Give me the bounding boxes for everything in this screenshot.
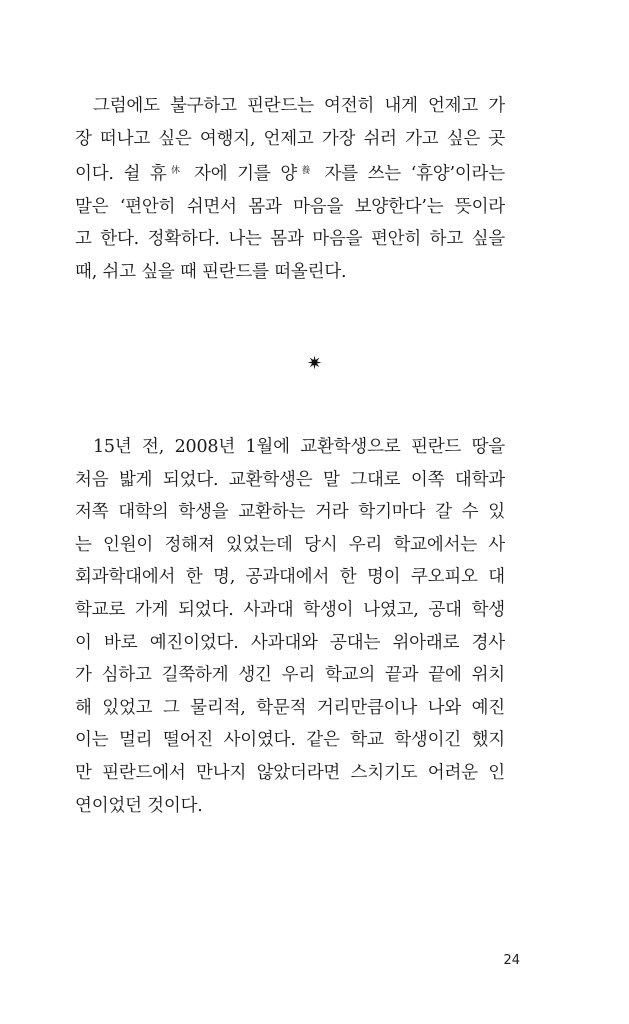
hanja-annotation: 養 <box>297 166 315 177</box>
text-line: 15년 전, 2008년 1월에 교환학생으로 핀란드 땅을 <box>93 437 505 457</box>
text-line: 저쪽 대학의 학생을 교환하는 거라 학기마다 갈 수 있 <box>75 502 505 523</box>
paragraph-1 <box>75 90 505 289</box>
text-line: 는 인원이 정해져 있었는데 당시 우리 학교에서는 사 <box>75 534 505 555</box>
text-line: 말은 ‘편안히 쉬면서 몸과 마음을 보양한다’는 뜻이라 <box>75 196 505 217</box>
page-number: 24 <box>503 953 520 968</box>
text-line: 회과학대에서 한 명, 공과대에서 한 명이 쿠오피오 대 <box>75 567 505 588</box>
text-line: 만 핀란드에서 만나지 않았더라면 스치기도 어려운 인 <box>75 762 505 783</box>
text-line: 그럼에도 불구하고 핀란드는 여전히 내게 언제고 가 <box>93 96 505 116</box>
text-line: 때, 쉬고 싶을 때 핀란드를 떠올린다. <box>75 261 347 282</box>
text-line: 이다. 쉴 휴$^休$ 자에 기를 양$^養$ 자를 쓰는 ‘휴양’이라는 <box>75 164 505 185</box>
text-line: 고 한다. 정확하다. 나는 몸과 마음을 편안히 하고 싶을 <box>75 229 505 250</box>
section-separator-icon: ✷ <box>306 353 323 374</box>
text-line: 장 떠나고 싶은 여행지, 언제고 가장 쉬러 가고 싶은 곳 <box>75 128 505 149</box>
text-line: 학교로 가게 되었다. 사과대 학생이 나였고, 공대 학생 <box>75 599 505 620</box>
text-line: 해 있었고 그 물리적, 학문적 거리만큼이나 나와 예진 <box>75 697 505 718</box>
text-line: 가 심하고 길쭉하게 생긴 우리 학교의 끝과 끝에 위치 <box>75 665 505 686</box>
text-line: 이는 멀리 떨어진 사이였다. 같은 학교 학생이긴 했지 <box>75 730 505 751</box>
text-line: 처음 밟게 되었다. 교환학생은 말 그대로 이쪽 대학과 <box>75 469 505 490</box>
paragraph-2 <box>75 431 505 822</box>
text-line: 이 바로 예진이었다. 사과대와 공대는 위아래로 경사 <box>75 632 505 653</box>
hanja-annotation: 休 <box>166 166 185 177</box>
text-line: 연이었던 것이다. <box>75 795 203 816</box>
